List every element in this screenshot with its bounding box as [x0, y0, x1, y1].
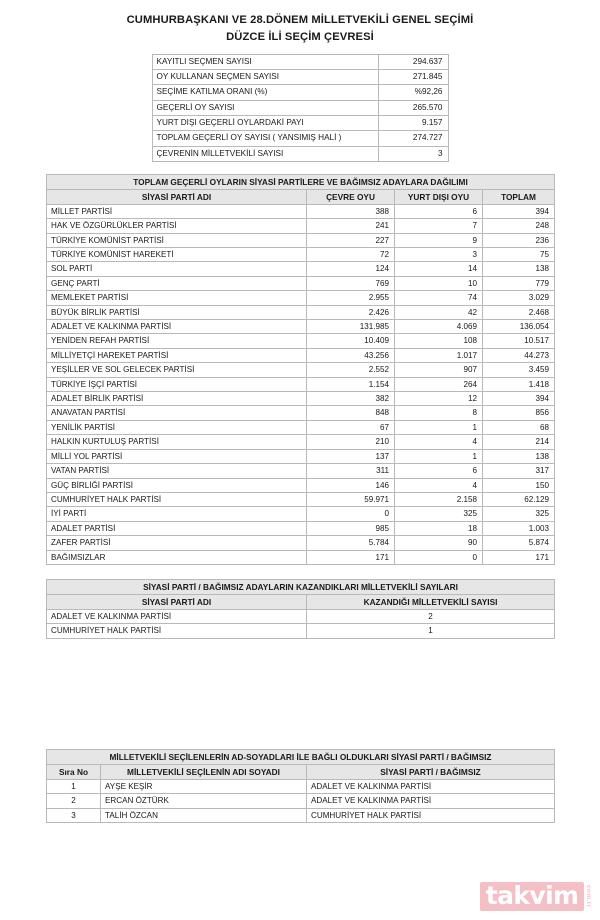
table-row: [47, 507, 555, 521]
party-toplam-cell: 856: [483, 406, 555, 420]
party-yurt-disi-oyu-cell: 2.158: [395, 492, 483, 506]
party-name-cell: HALKIN KURTULUŞ PARTİSİ: [47, 435, 307, 449]
party-toplam-cell: 1.418: [483, 377, 555, 391]
party-name-cell: TÜRKİYE KOMÜNİST HAREKETİ: [47, 248, 307, 262]
table-row: [47, 536, 555, 550]
party-cevre-oyu-cell: 848: [307, 406, 395, 420]
party-name-cell: BÜYÜK BİRLİK PARTİSİ: [47, 305, 307, 319]
table-row: [47, 363, 555, 377]
deputy-name-cell: AYŞE KEŞİR: [101, 779, 307, 793]
summary-table-wrapper: [152, 54, 449, 162]
party-toplam-cell: 236: [483, 233, 555, 247]
summary-row-label: SEÇİME KATILMA ORANI (%): [152, 85, 378, 100]
table-row: [47, 521, 555, 535]
party-votes-column-header-row: [47, 189, 555, 204]
deputy-order-cell: 3: [47, 808, 101, 822]
summary-row: [152, 146, 448, 161]
deputies-band-title: MİLLETVEKİLİ SEÇİLENLERİN AD-SOYADLARI İLE BAĞLI OLDUKLARI SİYASİ PARTİ / BAĞIMSIZ: [47, 749, 555, 764]
seats-section: [46, 579, 554, 639]
party-cevre-oyu-cell: 72: [307, 248, 395, 262]
party-name-cell: ADALET BİRLİK PARTİSİ: [47, 392, 307, 406]
party-yurt-disi-oyu-cell: 4: [395, 478, 483, 492]
party-cevre-oyu-cell: 10.409: [307, 334, 395, 348]
table-row: [47, 420, 555, 434]
deputies-body: [47, 779, 555, 822]
party-cevre-oyu-cell: 43.256: [307, 348, 395, 362]
party-yurt-disi-oyu-cell: 3: [395, 248, 483, 262]
party-yurt-disi-oyu-cell: 1: [395, 449, 483, 463]
party-votes-column-header-3: TOPLAM: [483, 189, 555, 204]
summary-row-label: YURT DIŞI GEÇERLİ OYLARDAKİ PAYI: [152, 115, 378, 130]
party-toplam-cell: 75: [483, 248, 555, 262]
party-name-cell: ADALET VE KALKINMA PARTİSİ: [47, 320, 307, 334]
seats-column-header-0: SİYASİ PARTİ ADI: [47, 594, 307, 609]
deputy-party-cell: ADALET VE KALKINMA PARTİSİ: [307, 779, 555, 793]
party-votes-column-header-0: SİYASİ PARTİ ADI: [47, 189, 307, 204]
deputy-name-cell: ERCAN ÖZTÜRK: [101, 794, 307, 808]
summary-row-label: TOPLAM GEÇERLİ OY SAYISI ( YANSIMIŞ HALİ ): [152, 131, 378, 146]
party-yurt-disi-oyu-cell: 14: [395, 262, 483, 276]
summary-row-label: OY KULLANAN SEÇMEN SAYISI: [152, 70, 378, 85]
seats-table: [46, 579, 555, 639]
party-toplam-cell: 150: [483, 478, 555, 492]
party-yurt-disi-oyu-cell: 4: [395, 435, 483, 449]
table-row: [47, 435, 555, 449]
party-yurt-disi-oyu-cell: 325: [395, 507, 483, 521]
party-yurt-disi-oyu-cell: 1.017: [395, 348, 483, 362]
seats-band-row: [47, 579, 555, 594]
table-row: [47, 550, 555, 564]
summary-row-value: %92,26: [378, 85, 448, 100]
summary-row-value: 271.845: [378, 70, 448, 85]
party-name-cell: YENİDEN REFAH PARTİSİ: [47, 334, 307, 348]
party-cevre-oyu-cell: 311: [307, 464, 395, 478]
table-row: [47, 305, 555, 319]
party-yurt-disi-oyu-cell: 90: [395, 536, 483, 550]
takvim-watermark: [480, 882, 591, 911]
party-cevre-oyu-cell: 388: [307, 204, 395, 218]
summary-row-label: GEÇERLİ OY SAYISI: [152, 100, 378, 115]
party-toplam-cell: 394: [483, 392, 555, 406]
party-name-cell: ANAVATAN PARTİSİ: [47, 406, 307, 420]
party-toplam-cell: 138: [483, 262, 555, 276]
party-toplam-cell: 138: [483, 449, 555, 463]
summary-row: [152, 100, 448, 115]
party-cevre-oyu-cell: 59.971: [307, 492, 395, 506]
party-toplam-cell: 248: [483, 219, 555, 233]
summary-row-label: KAYITLI SEÇMEN SAYISI: [152, 54, 378, 69]
party-toplam-cell: 136.054: [483, 320, 555, 334]
summary-row: [152, 70, 448, 85]
summary-row-value: 265.570: [378, 100, 448, 115]
deputies-column-header-row: [47, 764, 555, 779]
party-yurt-disi-oyu-cell: 6: [395, 464, 483, 478]
table-row: [47, 334, 555, 348]
deputies-band-row: [47, 749, 555, 764]
party-toplam-cell: 1.003: [483, 521, 555, 535]
party-yurt-disi-oyu-cell: 907: [395, 363, 483, 377]
party-name-cell: GENÇ PARTİ: [47, 276, 307, 290]
seats-body: [47, 609, 555, 638]
table-row: [47, 449, 555, 463]
party-yurt-disi-oyu-cell: 42: [395, 305, 483, 319]
party-name-cell: ZAFER PARTİSİ: [47, 536, 307, 550]
party-name-cell: SOL PARTİ: [47, 262, 307, 276]
party-name-cell: MİLLİYETÇİ HAREKET PARTİSİ: [47, 348, 307, 362]
table-row: [47, 808, 555, 822]
summary-row: [152, 85, 448, 100]
party-name-cell: MEMLEKET PARTİSİ: [47, 291, 307, 305]
party-votes-thead: [47, 174, 555, 204]
summary-row-value: 9.157: [378, 115, 448, 130]
party-yurt-disi-oyu-cell: 6: [395, 204, 483, 218]
deputies-thead: [47, 749, 555, 779]
party-toplam-cell: 779: [483, 276, 555, 290]
party-name-cell: YEŞİLLER VE SOL GELECEK PARTİSİ: [47, 363, 307, 377]
party-toplam-cell: 44.273: [483, 348, 555, 362]
party-cevre-oyu-cell: 2.552: [307, 363, 395, 377]
party-cevre-oyu-cell: 210: [307, 435, 395, 449]
table-row: [47, 204, 555, 218]
party-cevre-oyu-cell: 227: [307, 233, 395, 247]
table-row: [47, 609, 555, 623]
seats-thead: [47, 579, 555, 609]
party-toplam-cell: 214: [483, 435, 555, 449]
table-row: [47, 276, 555, 290]
party-cevre-oyu-cell: 769: [307, 276, 395, 290]
party-name-cell: CUMHURİYET HALK PARTİSİ: [47, 492, 307, 506]
table-row: [47, 492, 555, 506]
page-title: [0, 0, 600, 47]
party-name-cell: ADALET PARTİSİ: [47, 521, 307, 535]
party-name-cell: BAĞIMSIZLAR: [47, 550, 307, 564]
summary-row-value: 294.637: [378, 54, 448, 69]
seats-column-header-1: KAZANDIĞI MİLLETVEKİLİ SAYISI: [307, 594, 555, 609]
party-yurt-disi-oyu-cell: 74: [395, 291, 483, 305]
table-row: [47, 624, 555, 638]
table-row: [47, 219, 555, 233]
party-yurt-disi-oyu-cell: 108: [395, 334, 483, 348]
party-votes-band-row: [47, 174, 555, 189]
party-name-cell: TÜRKİYE İŞÇİ PARTİSİ: [47, 377, 307, 391]
summary-table: [152, 54, 449, 162]
party-name-cell: GÜÇ BİRLİĞİ PARTİSİ: [47, 478, 307, 492]
party-votes-column-header-2: YURT DIŞI OYU: [395, 189, 483, 204]
party-yurt-disi-oyu-cell: 1: [395, 420, 483, 434]
seats-band-title: SİYASİ PARTİ / BAĞIMSIZ ADAYLARIN KAZANDIKLARI MİLLETVEKİLİ SAYILARI: [47, 579, 555, 594]
deputy-party-cell: CUMHURİYET HALK PARTİSİ: [307, 808, 555, 822]
party-yurt-disi-oyu-cell: 4.069: [395, 320, 483, 334]
summary-row: [152, 131, 448, 146]
party-yurt-disi-oyu-cell: 10: [395, 276, 483, 290]
deputy-party-cell: ADALET VE KALKINMA PARTİSİ: [307, 794, 555, 808]
summary-row: [152, 54, 448, 69]
table-row: [47, 794, 555, 808]
party-votes-band-title: TOPLAM GEÇERLİ OYLARIN SİYASİ PARTİLERE VE BAĞIMSIZ ADAYLARA DAĞILIMI: [47, 174, 555, 189]
table-row: [47, 348, 555, 362]
party-toplam-cell: 3.029: [483, 291, 555, 305]
party-cevre-oyu-cell: 0: [307, 507, 395, 521]
party-toplam-cell: 2.468: [483, 305, 555, 319]
party-votes-section: [46, 174, 554, 565]
table-row: [47, 262, 555, 276]
page-title-line2: DÜZCE İLİ SEÇİM ÇEVRESİ: [226, 31, 374, 44]
party-cevre-oyu-cell: 124: [307, 262, 395, 276]
table-row: [47, 320, 555, 334]
party-name-cell: İYİ PARTİ: [47, 507, 307, 521]
table-row: [47, 464, 555, 478]
table-row: [47, 478, 555, 492]
party-name-cell: VATAN PARTİSİ: [47, 464, 307, 478]
party-yurt-disi-oyu-cell: 264: [395, 377, 483, 391]
party-toplam-cell: 10.517: [483, 334, 555, 348]
summary-table-body: [152, 54, 448, 161]
watermark-brand: takvim: [480, 882, 584, 911]
table-row: [47, 406, 555, 420]
seats-party-name-cell: ADALET VE KALKINMA PARTİSİ: [47, 609, 307, 623]
table-row: [47, 248, 555, 262]
party-toplam-cell: 394: [483, 204, 555, 218]
deputy-name-cell: TALİH ÖZCAN: [101, 808, 307, 822]
deputies-column-header-1: MİLLETVEKİLİ SEÇİLENİN ADI SOYADI: [101, 764, 307, 779]
party-yurt-disi-oyu-cell: 9: [395, 233, 483, 247]
party-name-cell: TÜRKİYE KOMÜNİST PARTİSİ: [47, 233, 307, 247]
party-votes-column-header-1: ÇEVRE OYU: [307, 189, 395, 204]
watermark-suffix: com.tr: [585, 885, 592, 908]
party-name-cell: MİLLET PARTİSİ: [47, 204, 307, 218]
summary-row: [152, 115, 448, 130]
party-cevre-oyu-cell: 171: [307, 550, 395, 564]
party-cevre-oyu-cell: 67: [307, 420, 395, 434]
party-cevre-oyu-cell: 985: [307, 521, 395, 535]
party-cevre-oyu-cell: 5.784: [307, 536, 395, 550]
seats-column-header-row: [47, 594, 555, 609]
party-yurt-disi-oyu-cell: 18: [395, 521, 483, 535]
party-cevre-oyu-cell: 146: [307, 478, 395, 492]
summary-row-label: ÇEVRENİN MİLLETVEKİLİ SAYISI: [152, 146, 378, 161]
party-toplam-cell: 5.874: [483, 536, 555, 550]
deputies-column-header-2: SİYASİ PARTİ / BAĞIMSIZ: [307, 764, 555, 779]
party-cevre-oyu-cell: 1.154: [307, 377, 395, 391]
deputies-column-header-0: Sıra No: [47, 764, 101, 779]
seats-party-name-cell: CUMHURİYET HALK PARTİSİ: [47, 624, 307, 638]
party-cevre-oyu-cell: 131.985: [307, 320, 395, 334]
party-name-cell: YENİLİK PARTİSİ: [47, 420, 307, 434]
deputy-order-cell: 2: [47, 794, 101, 808]
party-toplam-cell: 325: [483, 507, 555, 521]
deputies-section: [46, 749, 554, 823]
party-yurt-disi-oyu-cell: 8: [395, 406, 483, 420]
party-toplam-cell: 171: [483, 550, 555, 564]
deputies-table: [46, 749, 555, 823]
page-title-line1: CUMHURBAŞKANI VE 28.DÖNEM MİLLETVEKİLİ GENEL SEÇİMİ: [126, 14, 474, 26]
table-row: [47, 779, 555, 793]
party-name-cell: HAK VE ÖZGÜRLÜKLER PARTİSİ: [47, 219, 307, 233]
party-cevre-oyu-cell: 382: [307, 392, 395, 406]
seats-count-cell: 2: [307, 609, 555, 623]
table-row: [47, 392, 555, 406]
summary-row-value: 274.727: [378, 131, 448, 146]
party-cevre-oyu-cell: 2.426: [307, 305, 395, 319]
table-row: [47, 291, 555, 305]
party-votes-table: [46, 174, 555, 565]
party-yurt-disi-oyu-cell: 12: [395, 392, 483, 406]
summary-row-value: 3: [378, 146, 448, 161]
party-toplam-cell: 68: [483, 420, 555, 434]
table-row: [47, 377, 555, 391]
party-cevre-oyu-cell: 2.955: [307, 291, 395, 305]
party-toplam-cell: 317: [483, 464, 555, 478]
party-cevre-oyu-cell: 241: [307, 219, 395, 233]
seats-count-cell: 1: [307, 624, 555, 638]
table-row: [47, 233, 555, 247]
party-votes-body: [47, 204, 555, 564]
party-cevre-oyu-cell: 137: [307, 449, 395, 463]
party-yurt-disi-oyu-cell: 0: [395, 550, 483, 564]
deputy-order-cell: 1: [47, 779, 101, 793]
party-yurt-disi-oyu-cell: 7: [395, 219, 483, 233]
party-toplam-cell: 62.129: [483, 492, 555, 506]
party-name-cell: MİLLİ YOL PARTİSİ: [47, 449, 307, 463]
party-toplam-cell: 3.459: [483, 363, 555, 377]
